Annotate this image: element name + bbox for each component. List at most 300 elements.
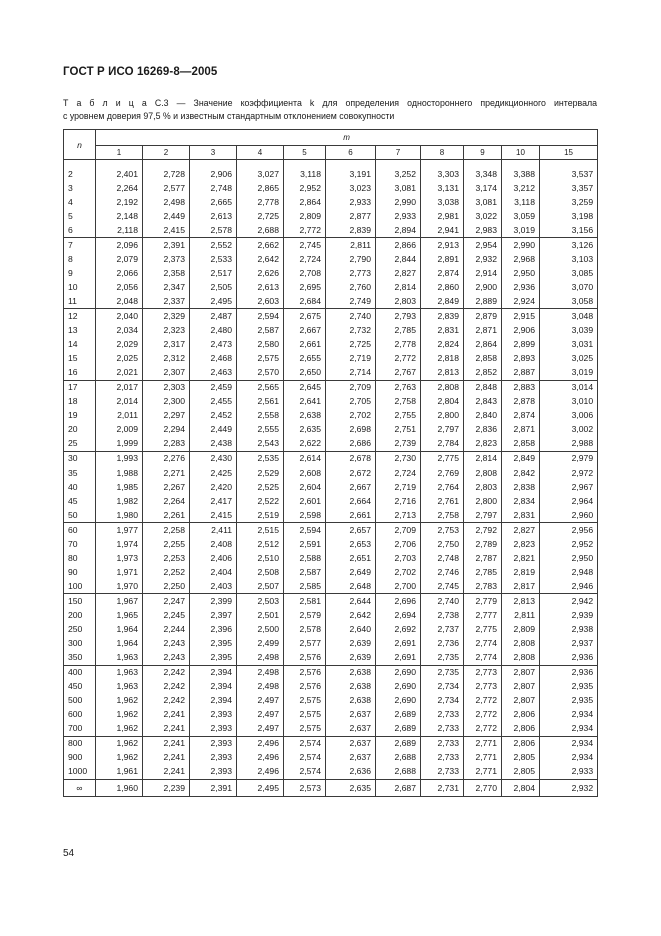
value-cell: 2,651	[326, 551, 376, 565]
value-cell: 2,879	[464, 309, 502, 324]
m-column-6: 6	[326, 145, 376, 159]
value-cell: 2,831	[502, 508, 540, 523]
value-cell: 2,408	[190, 537, 237, 551]
value-cell: 2,650	[284, 366, 326, 381]
value-cell: 2,823	[464, 437, 502, 452]
value-cell: 2,603	[237, 294, 284, 309]
value-cell: 2,865	[237, 181, 284, 195]
value-cell: 2,792	[464, 523, 502, 538]
value-cell: 2,300	[143, 395, 190, 409]
value-cell: 2,737	[421, 623, 464, 637]
value-cell: 2,244	[143, 623, 190, 637]
value-cell: 2,118	[96, 223, 143, 238]
value-cell: 2,772	[464, 708, 502, 722]
value-cell: 2,393	[190, 708, 237, 722]
header-spacer-row	[64, 160, 598, 168]
value-cell: 2,734	[421, 680, 464, 694]
table-row	[64, 466, 598, 480]
spacer-cell	[96, 160, 143, 168]
value-cell: 2,449	[143, 209, 190, 223]
value-cell: 2,678	[326, 451, 376, 466]
value-cell: 3,212	[502, 181, 540, 195]
value-cell: 2,604	[284, 480, 326, 494]
value-cell: 1,962	[96, 736, 143, 751]
table-row	[64, 395, 598, 409]
value-cell: 2,725	[237, 209, 284, 223]
value-cell: 2,575	[284, 708, 326, 722]
value-cell: 2,034	[96, 324, 143, 338]
value-cell: 3,198	[540, 209, 598, 223]
value-cell: 2,641	[284, 395, 326, 409]
value-cell: 2,577	[143, 181, 190, 195]
value-cell: 2,591	[284, 537, 326, 551]
value-cell: 2,728	[143, 167, 190, 181]
value-cell: 2,804	[421, 395, 464, 409]
value-cell: 2,789	[464, 537, 502, 551]
value-cell: 2,942	[540, 594, 598, 609]
value-cell: 2,827	[376, 266, 421, 280]
value-cell: 2,827	[502, 523, 540, 538]
row-n-cell: 50	[64, 508, 96, 523]
value-cell: 2,601	[284, 494, 326, 508]
value-cell: 2,496	[237, 751, 284, 765]
value-cell: 2,706	[376, 537, 421, 551]
value-cell: 2,709	[376, 523, 421, 538]
row-n-cell: 10	[64, 280, 96, 294]
value-cell: 1,962	[96, 708, 143, 722]
page-number: 54	[63, 848, 75, 859]
value-cell: 2,713	[376, 508, 421, 523]
row-n-cell: 350	[64, 651, 96, 666]
value-cell: 2,242	[143, 680, 190, 694]
table-row	[64, 209, 598, 223]
value-cell: 2,637	[326, 722, 376, 737]
row-n-cell: 250	[64, 623, 96, 637]
value-cell: 2,771	[464, 751, 502, 765]
row-n-cell: 700	[64, 722, 96, 737]
value-cell: 2,735	[421, 665, 464, 680]
value-cell: 2,968	[502, 252, 540, 266]
value-cell: 2,806	[502, 722, 540, 737]
value-cell: 2,415	[143, 223, 190, 238]
caption-line-2: с уровнем доверия 97,5 % и известным стандартным отклонением совокупности	[63, 111, 395, 121]
value-cell: 2,025	[96, 352, 143, 366]
table-row	[64, 266, 598, 280]
row-n-cell: 6	[64, 223, 96, 238]
value-cell: 2,690	[376, 694, 421, 708]
value-cell: 2,813	[502, 594, 540, 609]
value-cell: 2,329	[143, 309, 190, 324]
value-cell: 2,716	[376, 494, 421, 508]
value-cell: 2,932	[464, 252, 502, 266]
value-cell: 2,871	[502, 423, 540, 437]
value-cell: 2,950	[540, 551, 598, 565]
value-cell: 2,981	[421, 209, 464, 223]
value-cell: 2,449	[190, 423, 237, 437]
table-row	[64, 637, 598, 651]
value-cell: 2,964	[540, 494, 598, 508]
value-cell: 2,373	[143, 252, 190, 266]
value-cell: 2,749	[326, 294, 376, 309]
value-cell: 2,936	[502, 280, 540, 294]
value-cell: 2,714	[326, 366, 376, 381]
value-cell: 2,696	[376, 594, 421, 609]
value-cell: 1,962	[96, 722, 143, 737]
value-cell: 3,259	[540, 195, 598, 209]
value-cell: 2,748	[421, 551, 464, 565]
row-n-cell: 11	[64, 294, 96, 309]
value-cell: 2,871	[464, 324, 502, 338]
value-cell: 2,565	[237, 380, 284, 395]
value-cell: 2,317	[143, 338, 190, 352]
value-cell: 2,814	[376, 280, 421, 294]
value-cell: 2,391	[143, 238, 190, 253]
value-cell: 2,657	[326, 523, 376, 538]
value-cell: 2,498	[237, 680, 284, 694]
value-cell: 2,687	[376, 780, 421, 797]
value-cell: 2,487	[190, 309, 237, 324]
value-cell: 2,079	[96, 252, 143, 266]
value-cell: 2,598	[284, 508, 326, 523]
value-cell: 2,807	[502, 665, 540, 680]
coefficient-table	[63, 129, 598, 797]
value-cell: 2,724	[376, 466, 421, 480]
value-cell: 2,787	[464, 551, 502, 565]
value-cell: 2,480	[190, 324, 237, 338]
value-cell: 1,964	[96, 623, 143, 637]
table-row	[64, 167, 598, 181]
value-cell: 1,964	[96, 637, 143, 651]
value-cell: 2,988	[540, 437, 598, 452]
value-cell: 2,635	[326, 780, 376, 797]
value-cell: 2,767	[376, 366, 421, 381]
value-cell: 2,733	[421, 708, 464, 722]
value-cell: 2,096	[96, 238, 143, 253]
value-cell: 3,039	[540, 324, 598, 338]
value-cell: 2,972	[540, 466, 598, 480]
value-cell: 2,702	[326, 409, 376, 423]
value-cell: 2,807	[502, 680, 540, 694]
value-cell: 2,740	[421, 594, 464, 609]
value-cell: 2,935	[540, 680, 598, 694]
table-row	[64, 195, 598, 209]
value-cell: 3,085	[540, 266, 598, 280]
value-cell: 2,751	[376, 423, 421, 437]
value-cell: 2,664	[326, 494, 376, 508]
value-cell: 2,522	[237, 494, 284, 508]
value-cell: 2,403	[190, 579, 237, 594]
value-cell: 2,021	[96, 366, 143, 381]
value-cell: 2,498	[237, 665, 284, 680]
value-cell: 2,990	[376, 195, 421, 209]
value-cell: 1,965	[96, 608, 143, 622]
row-n-cell: 1000	[64, 765, 96, 780]
row-n-cell: 8	[64, 252, 96, 266]
table-row	[64, 309, 598, 324]
value-cell: 3,081	[376, 181, 421, 195]
value-cell: 2,753	[421, 523, 464, 538]
value-cell: 3,118	[502, 195, 540, 209]
value-cell: 2,425	[190, 466, 237, 480]
value-cell: 3,022	[464, 209, 502, 223]
value-cell: 3,006	[540, 409, 598, 423]
value-cell: 2,638	[326, 665, 376, 680]
n-column-header: n	[64, 130, 96, 160]
value-cell: 2,468	[190, 352, 237, 366]
row-n-cell: 2	[64, 167, 96, 181]
m-column-9: 9	[464, 145, 502, 159]
value-cell: 2,774	[464, 637, 502, 651]
value-cell: 2,785	[376, 324, 421, 338]
row-n-cell: 600	[64, 708, 96, 722]
table-row	[64, 608, 598, 622]
value-cell: 2,967	[540, 480, 598, 494]
row-n-cell: 16	[64, 366, 96, 381]
row-n-cell: 12	[64, 309, 96, 324]
row-n-cell: 19	[64, 409, 96, 423]
value-cell: 2,452	[190, 409, 237, 423]
value-cell: 2,938	[540, 623, 598, 637]
row-n-cell: 4	[64, 195, 96, 209]
m-column-7: 7	[376, 145, 421, 159]
spacer-cell	[237, 160, 284, 168]
value-cell: 2,734	[421, 694, 464, 708]
value-cell: 2,394	[190, 680, 237, 694]
value-cell: 2,242	[143, 665, 190, 680]
table-row	[64, 665, 598, 680]
value-cell: 2,689	[376, 722, 421, 737]
value-cell: 2,779	[464, 594, 502, 609]
value-cell: 2,649	[326, 565, 376, 579]
m-column-15: 15	[540, 145, 598, 159]
value-cell: 2,864	[464, 338, 502, 352]
row-n-cell: 900	[64, 751, 96, 765]
table-row	[64, 680, 598, 694]
value-cell: 2,639	[326, 651, 376, 666]
value-cell: 1,988	[96, 466, 143, 480]
value-cell: 2,773	[326, 266, 376, 280]
spacer-cell	[143, 160, 190, 168]
spacer-cell	[502, 160, 540, 168]
value-cell: 2,808	[464, 466, 502, 480]
value-cell: 2,561	[237, 395, 284, 409]
value-cell: 1,973	[96, 551, 143, 565]
m-column-1: 1	[96, 145, 143, 159]
row-n-cell: 25	[64, 437, 96, 452]
table-row	[64, 409, 598, 423]
row-n-cell: 400	[64, 665, 96, 680]
value-cell: 2,979	[540, 451, 598, 466]
value-cell: 1,985	[96, 480, 143, 494]
table-row	[64, 508, 598, 523]
row-n-cell: 35	[64, 466, 96, 480]
value-cell: 2,914	[464, 266, 502, 280]
value-cell: 2,719	[326, 352, 376, 366]
value-cell: 2,247	[143, 594, 190, 609]
table-row	[64, 480, 598, 494]
value-cell: 2,613	[190, 209, 237, 223]
value-cell: 2,245	[143, 608, 190, 622]
value-cell: 2,397	[190, 608, 237, 622]
value-cell: 1,970	[96, 579, 143, 594]
table-row	[64, 294, 598, 309]
row-n-cell: 3	[64, 181, 96, 195]
value-cell: 2,849	[502, 451, 540, 466]
value-cell: 2,552	[190, 238, 237, 253]
value-cell: 2,393	[190, 765, 237, 780]
value-cell: 2,271	[143, 466, 190, 480]
table-row	[64, 366, 598, 381]
value-cell: 2,575	[237, 352, 284, 366]
value-cell: 1,963	[96, 680, 143, 694]
value-cell: 2,831	[421, 324, 464, 338]
value-cell: 3,303	[421, 167, 464, 181]
value-cell: 2,672	[326, 466, 376, 480]
value-cell: 2,512	[237, 537, 284, 551]
value-cell: 2,430	[190, 451, 237, 466]
value-cell: 2,811	[502, 608, 540, 622]
m-column-4: 4	[237, 145, 284, 159]
value-cell: 2,555	[237, 423, 284, 437]
value-cell: 2,393	[190, 722, 237, 737]
value-cell: 2,733	[421, 765, 464, 780]
value-cell: 2,242	[143, 694, 190, 708]
value-cell: 2,735	[421, 651, 464, 666]
value-cell: 2,933	[540, 765, 598, 780]
table-row	[64, 765, 598, 780]
table-row	[64, 451, 598, 466]
value-cell: 2,267	[143, 480, 190, 494]
value-cell: 2,543	[237, 437, 284, 452]
row-n-cell: 7	[64, 238, 96, 253]
value-cell: 2,411	[190, 523, 237, 538]
value-cell: 2,689	[376, 736, 421, 751]
value-cell: 2,576	[284, 680, 326, 694]
value-cell: 2,932	[540, 780, 598, 797]
value-cell: 2,463	[190, 366, 237, 381]
value-cell: 2,495	[190, 294, 237, 309]
value-cell: 2,900	[464, 280, 502, 294]
value-cell: 2,066	[96, 266, 143, 280]
spacer-cell	[421, 160, 464, 168]
value-cell: 2,241	[143, 708, 190, 722]
value-cell: 2,661	[284, 338, 326, 352]
value-cell: 2,770	[464, 780, 502, 797]
value-cell: 2,745	[284, 238, 326, 253]
table-caption	[63, 97, 597, 123]
value-cell: 2,688	[376, 765, 421, 780]
value-cell: 2,635	[284, 423, 326, 437]
value-cell: 2,783	[464, 579, 502, 594]
table-row	[64, 494, 598, 508]
value-cell: 2,576	[284, 651, 326, 666]
value-cell: 2,703	[376, 551, 421, 565]
value-cell: 2,655	[284, 352, 326, 366]
value-cell: 2,575	[284, 694, 326, 708]
value-cell: 2,637	[326, 736, 376, 751]
spacer-cell	[376, 160, 421, 168]
row-n-cell: 5	[64, 209, 96, 223]
value-cell: 2,843	[464, 395, 502, 409]
value-cell: 2,417	[190, 494, 237, 508]
value-cell: 2,241	[143, 736, 190, 751]
value-cell: 3,025	[540, 352, 598, 366]
value-cell: 2,738	[421, 608, 464, 622]
value-cell: 2,771	[464, 736, 502, 751]
value-cell: 2,708	[284, 266, 326, 280]
value-cell: 2,576	[284, 665, 326, 680]
value-cell: 3,023	[326, 181, 376, 195]
value-cell: 2,824	[421, 338, 464, 352]
value-cell: 2,665	[190, 195, 237, 209]
row-n-cell: 100	[64, 579, 96, 594]
value-cell: 2,294	[143, 423, 190, 437]
value-cell: 2,772	[464, 694, 502, 708]
value-cell: 2,581	[284, 594, 326, 609]
value-cell: 3,059	[502, 209, 540, 223]
value-cell: 2,936	[540, 665, 598, 680]
value-cell: 2,525	[237, 480, 284, 494]
value-cell: 2,784	[421, 437, 464, 452]
table-row	[64, 181, 598, 195]
table-row	[64, 324, 598, 338]
value-cell: 2,505	[190, 280, 237, 294]
table-row	[64, 594, 598, 609]
value-cell: 3,019	[540, 366, 598, 381]
value-cell: 2,473	[190, 338, 237, 352]
row-n-cell: 17	[64, 380, 96, 395]
value-cell: 2,809	[284, 209, 326, 223]
value-cell: 3,357	[540, 181, 598, 195]
value-cell: 2,684	[284, 294, 326, 309]
value-cell: 2,719	[376, 480, 421, 494]
value-cell: 2,241	[143, 722, 190, 737]
value-cell: 2,241	[143, 765, 190, 780]
value-cell: 2,990	[502, 238, 540, 253]
table-row	[64, 651, 598, 666]
value-cell: 2,575	[284, 722, 326, 737]
value-cell: 2,933	[376, 209, 421, 223]
value-cell: 2,239	[143, 780, 190, 797]
value-cell: 2,250	[143, 579, 190, 594]
caption-line-1: Т а б л и ц а С.3 — Значение коэффициента k для определения одностороннего предикционного интервала	[63, 98, 597, 108]
value-cell: 2,573	[284, 780, 326, 797]
value-cell: 2,803	[376, 294, 421, 309]
value-cell: 2,438	[190, 437, 237, 452]
value-cell: 2,761	[421, 494, 464, 508]
value-cell: 2,501	[237, 608, 284, 622]
row-n-cell: 90	[64, 565, 96, 579]
value-cell: 2,578	[284, 623, 326, 637]
value-cell: 2,455	[190, 395, 237, 409]
value-cell: 3,174	[464, 181, 502, 195]
value-cell: 2,808	[421, 380, 464, 395]
value-cell: 2,667	[284, 324, 326, 338]
value-cell: 2,807	[502, 694, 540, 708]
value-cell: 2,948	[540, 565, 598, 579]
value-cell: 2,307	[143, 366, 190, 381]
value-cell: 2,614	[284, 451, 326, 466]
value-cell: 2,689	[376, 708, 421, 722]
value-cell: 2,803	[464, 480, 502, 494]
value-cell: 1,980	[96, 508, 143, 523]
spacer-cell	[64, 160, 96, 168]
value-cell: 3,014	[540, 380, 598, 395]
value-cell: 2,814	[464, 451, 502, 466]
value-cell: 2,819	[502, 565, 540, 579]
value-cell: 2,936	[540, 651, 598, 666]
value-cell: 2,702	[376, 565, 421, 579]
